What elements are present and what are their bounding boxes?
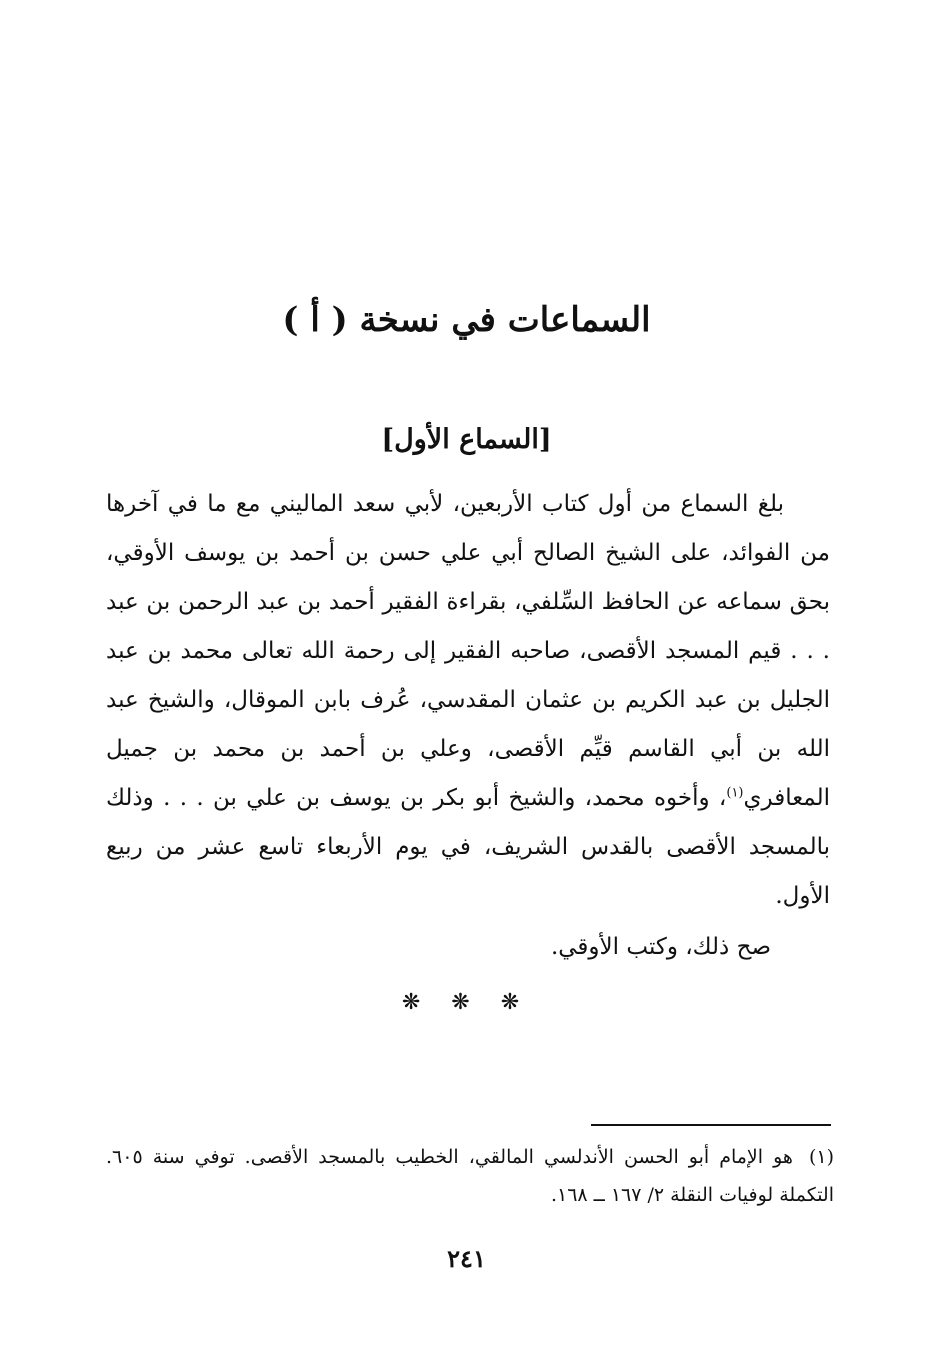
- footnote: [106, 1138, 834, 1214]
- paragraph-text-part-2: ، وأخوه محمد، والشيخ أبو بكر بن يوسف بن علي بن . . . وذلك بالمسجد الأقصى بالقدس الشريف، في يوم الأربعاء تاسع عشر من ربيع الأول.: [106, 785, 830, 909]
- page-number: ٢٤١: [447, 1244, 486, 1273]
- section-separator: ❋ ❋ ❋: [401, 990, 532, 1015]
- signature-line: صح ذلك، وكتب الأوقي.: [550, 934, 771, 960]
- main-paragraph: [106, 480, 830, 921]
- page-title: السماعات في نسخة ( أ ): [282, 300, 651, 340]
- section-heading: [السماع الأول]: [381, 424, 552, 455]
- footnote-divider: [591, 1124, 831, 1126]
- footnote-marker: (١): [808, 1146, 834, 1168]
- body-text: [106, 480, 830, 921]
- paragraph-text-part-1: بلغ السماع من أول كتاب الأربعين، لأبي سعد الماليني مع ما في آخرها من الفوائد، على الشيخ الصالح أبي علي حسن بن أحمد بن يوسف الأوقي، بحق سماعه عن الحافظ السِّلفي، بقراءة الفقير أحمد بن عبد الرحمن بن عبد . . . قيم المسجد الأقصى، صاحبه الفقير إلى رحمة الله تعالى محمد بن عبد الجليل بن عبد الكريم بن عثمان المقدسي، عُرف بابن الموقال، والشيخ عبد الله بن أبي القاسم قيِّم الأقصى، وعلي بن أحمد بن محمد بن جميل المعافري: [106, 491, 830, 811]
- footnote-reference: (١): [726, 785, 744, 801]
- footnote-text: هو الإمام أبو الحسن الأندلسي المالقي، الخطيب بالمسجد الأقصى. توفي سنة ٦٠٥. التكملة لوفيات النقلة ٢/ ١٦٧ ــ ١٦٨.: [106, 1146, 834, 1206]
